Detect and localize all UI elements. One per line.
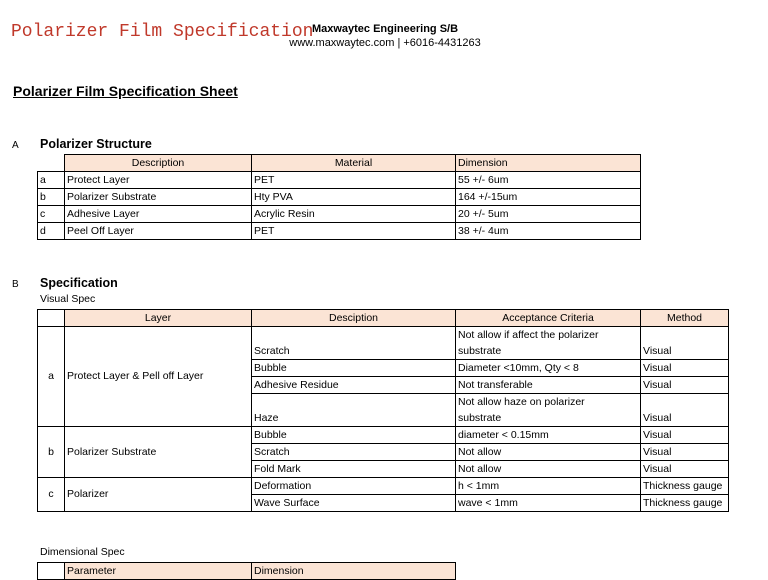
row-dimension: 164 +/-15um [456, 189, 641, 206]
company-name: Maxwaytec Engineering S/B [311, 23, 459, 35]
item-description: Adhesive Residue [252, 377, 456, 394]
visual-header-method: Method [641, 310, 729, 327]
item-method: Visual [641, 427, 729, 444]
row-id: d [38, 223, 65, 240]
item-criteria-cont: substrate [456, 410, 641, 427]
dimensional-header-parameter: Parameter [65, 563, 252, 580]
row-material: PET [252, 223, 456, 240]
item-method: Visual [641, 461, 729, 478]
group-id: c [38, 478, 65, 512]
item-method: Visual [641, 377, 729, 394]
structure-header-material: Material [252, 155, 456, 172]
section-a-title: Polarizer Structure [40, 137, 152, 151]
dimensional-header-dimension: Dimension [252, 563, 456, 580]
row-dimension: 38 +/- 4um [456, 223, 641, 240]
item-description: Bubble [252, 360, 456, 377]
group-id: b [38, 427, 65, 478]
group-layer: Polarizer Substrate [65, 427, 252, 478]
visual-header-row [38, 310, 729, 327]
table-row [38, 206, 641, 223]
item-method: Visual [641, 394, 729, 427]
row-dimension: 20 +/- 5um [456, 206, 641, 223]
company-info [275, 22, 495, 50]
row-id: a [38, 172, 65, 189]
row-id: b [38, 189, 65, 206]
structure-header-row [38, 155, 641, 172]
structure-header-dimension: Dimension [456, 155, 641, 172]
group-layer: Protect Layer & Pell off Layer [65, 327, 252, 427]
row-description: Adhesive Layer [65, 206, 252, 223]
item-method: Visual [641, 444, 729, 461]
visual-header-criteria: Acceptance Criteria [456, 310, 641, 327]
table-row [38, 427, 729, 444]
item-method: Visual [641, 360, 729, 377]
row-description: Protect Layer [65, 172, 252, 189]
item-method: Visual [641, 327, 729, 360]
item-description: Bubble [252, 427, 456, 444]
sheet-title: Polarizer Film Specification Sheet [13, 83, 238, 99]
item-criteria: Not allow haze on polarizer [456, 394, 641, 411]
dimensional-spec-table [37, 562, 456, 580]
structure-table [37, 154, 641, 240]
row-id: c [38, 206, 65, 223]
item-criteria: Diameter <10mm, Qty < 8 [456, 360, 641, 377]
table-row [38, 223, 641, 240]
visual-header-blank [38, 310, 65, 327]
row-description: Peel Off Layer [65, 223, 252, 240]
group-layer: Polarizer [65, 478, 252, 512]
item-description: Scratch [252, 327, 456, 360]
item-criteria: wave < 1mm [456, 495, 641, 512]
company-contact: www.maxwaytec.com | +6016-4431263 [289, 37, 481, 49]
item-criteria: Not allow if affect the polarizer [456, 327, 641, 344]
section-a-letter: A [12, 140, 19, 151]
row-material: PET [252, 172, 456, 189]
visual-spec-label: Visual Spec [40, 293, 96, 305]
row-description: Polarizer Substrate [65, 189, 252, 206]
item-description: Deformation [252, 478, 456, 495]
item-description: Wave Surface [252, 495, 456, 512]
table-row [38, 189, 641, 206]
item-description: Scratch [252, 444, 456, 461]
section-b-letter: B [12, 279, 19, 290]
document-title: Polarizer Film Specification [11, 22, 314, 42]
item-description: Fold Mark [252, 461, 456, 478]
dimensional-spec-label: Dimensional Spec [40, 546, 125, 558]
row-material: Hty PVA [252, 189, 456, 206]
table-row [38, 478, 729, 495]
item-criteria: diameter < 0.15mm [456, 427, 641, 444]
table-row [38, 327, 729, 344]
item-criteria: Not allow [456, 444, 641, 461]
structure-header-blank [38, 155, 65, 172]
item-criteria: h < 1mm [456, 478, 641, 495]
visual-header-layer: Layer [65, 310, 252, 327]
item-criteria-cont: substrate [456, 343, 641, 360]
table-row [38, 172, 641, 189]
item-method: Thickness gauge [641, 495, 729, 512]
item-method: Thickness gauge [641, 478, 729, 495]
item-criteria: Not allow [456, 461, 641, 478]
row-dimension: 55 +/- 6um [456, 172, 641, 189]
row-material: Acrylic Resin [252, 206, 456, 223]
structure-header-description: Description [65, 155, 252, 172]
visual-spec-table [37, 309, 729, 512]
visual-header-description: Desciption [252, 310, 456, 327]
item-criteria: Not transferable [456, 377, 641, 394]
dimensional-header-blank [38, 563, 65, 580]
group-id: a [38, 327, 65, 427]
section-b-title: Specification [40, 276, 118, 290]
dimensional-header-row [38, 563, 456, 580]
item-description: Haze [252, 394, 456, 427]
